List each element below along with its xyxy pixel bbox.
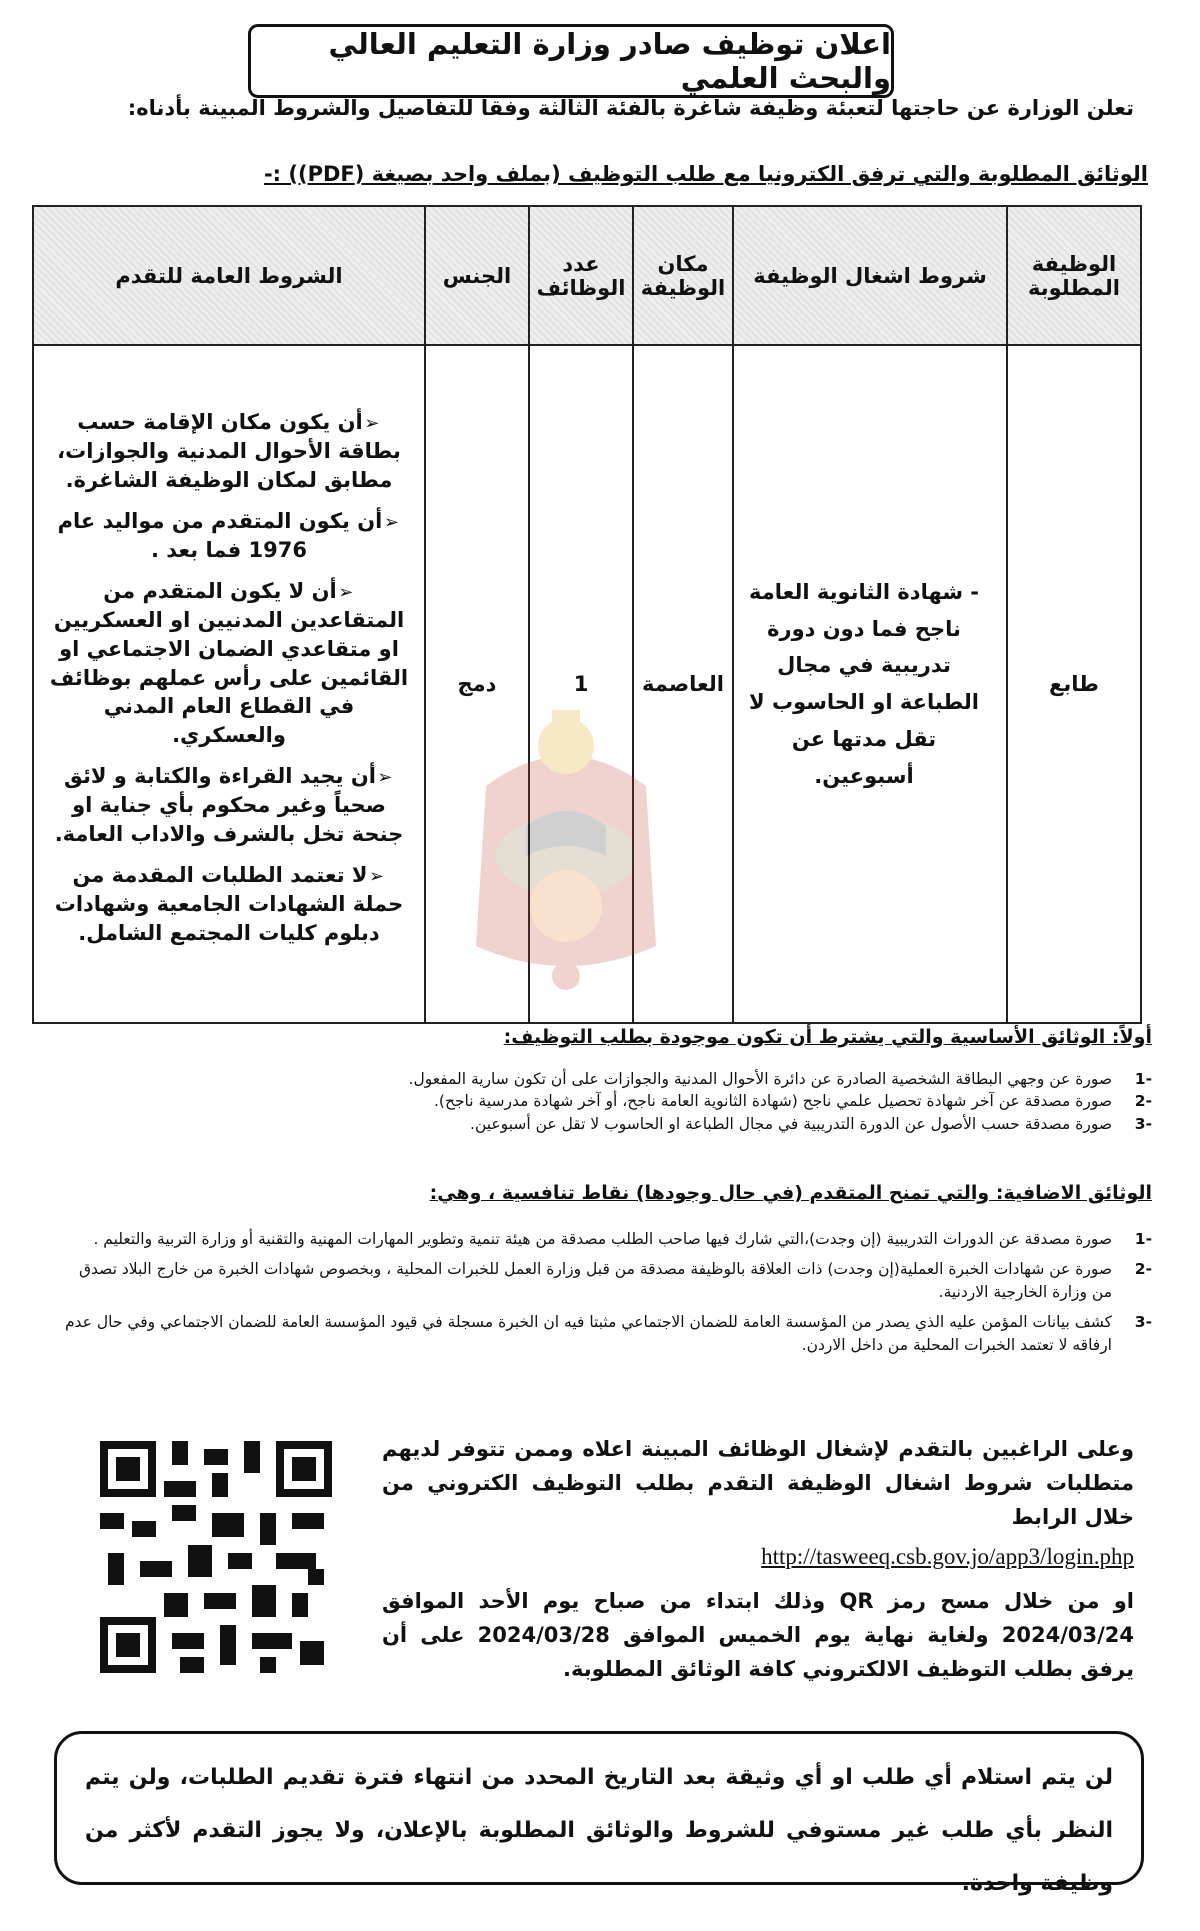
closing-notice: لن يتم استلام أي طلب او أي وثيقة بعد التاريخ المحدد من انتهاء فترة تقديم الطلبات، ولن يتم النظر بأي طلب غير مستوفي للشروط والوثائق المطلوبة بالإعلان، ولا يجوز التقدم لأكثر من وظيفة واحدة. [54, 1731, 1144, 1885]
apply-dates: او من خلال مسح رمز QR وذلك ابتداء من صباح يوم الأحد الموافق 2024/03/24 ولغاية نهاية يوم الخميس الموافق 2024/03/28 على أن يرفق بطلب التوظيف الالكتروني كافة الوثائق المطلوبة. [382, 1589, 1134, 1682]
header-conditions: شروط اشغال الوظيفة [733, 206, 1007, 345]
general-condition-item: ➢أن لا يكون المتقدم من المتقاعدين المدنيين او العسكريين او متقاعدي الضمان الاجتماعي او القائمين على رأس عملهم بوظائف في القطاع العام المدني والعسكري. [49, 578, 409, 748]
header-location: مكان الوظيفة [633, 206, 733, 345]
list-item: -1 صورة مصدقة عن الدورات التدريبية (إن وجدت)،التي شارك فيها صاحب الطلب مصدقة من هيئة تنمية وتطوير المهارات المهنية والتقنية أو وزارة التربية والتعليم . [93, 1230, 1152, 1248]
announcement-title: اعلان توظيف صادر وزارة التعليم العالي والبحث العلمي [248, 24, 894, 98]
list-item: -3 صورة مصدقة حسب الأصول عن الدورة التدريبية في مجال الطباعة او الحاسوب لا تقل عن أسبوعين. [470, 1114, 1152, 1133]
general-condition-item: ➢أن يكون مكان الإقامة حسب بطاقة الأحوال المدنية والجوازات، مطابق لمكان الوظيفة الشاغرة. [57, 409, 401, 492]
basic-docs-heading: أولاً: الوثائق الأساسية والتي يشترط أن تكون موجودة بطلب التوظيف: [503, 1026, 1152, 1048]
intro-text: تعلن الوزارة عن حاجتها لتعبئة وظيفة شاغرة بالفئة الثالثة وفقا للتفاصيل والشروط المبينة بأدناه: [127, 96, 1134, 120]
apply-link[interactable]: http://tasweeq.csb.gov.jo/app3/login.php [761, 1544, 1134, 1569]
list-item: -3 كشف بيانات المؤمن عليه الذي يصدر من المؤسسة العامة للضمان الاجتماعي مثبتا فيه ان الخبرة مسجلة في قيود المؤسسة العامة للضمان الاجتماعي وفي حال عدم ارفاقه لا تعتمد الخبرات المحلية من داخل الاردن. [64, 1313, 1152, 1354]
cell-conditions: - شهادة الثانوية العامة ناجح فما دون دورة تدريبية في مجال الطباعة او الحاسوب لا تقل مدتها عن أسبوعين. [733, 345, 1007, 1023]
required-docs-heading: الوثائق المطلوبة والتي ترفق الكترونيا مع طلب التوظيف (بملف واحد بصيغة (PDF)) :- [263, 162, 1148, 186]
cell-gender: دمج [425, 345, 529, 1023]
extra-docs-list [60, 1228, 1152, 1356]
general-condition-item: ➢أن يجيد القراءة والكتابة و لائق صحياً وغير محكوم بأي جناية او جنحة تخل بالشرف والاداب العامة. [54, 764, 404, 847]
list-item: -1 صورة عن وجهي البطاقة الشخصية الصادرة عن دائرة الأحوال المدنية والجوازات على أن تكون سارية المفعول. [408, 1070, 1152, 1088]
extra-docs-heading: الوثائق الاضافية: والتي تمنح المتقدم (في حال وجودها) نقاط تنافسية ، وهي: [429, 1182, 1152, 1204]
cell-location: العاصمة [633, 345, 733, 1023]
check-arrow-icon: ➢ [338, 581, 354, 603]
general-condition-item: ➢لا تعتمد الطلبات المقدمة من حملة الشهادات الجامعية وشهادات دبلوم كليات المجتمع الشامل. [54, 863, 404, 946]
table-header-row [33, 206, 1141, 345]
header-gender: الجنس [425, 206, 529, 345]
cell-job: طابع [1007, 345, 1141, 1023]
check-arrow-icon: ➢ [369, 866, 385, 888]
header-job: الوظيفة المطلوبة [1007, 206, 1141, 345]
basic-docs-list [60, 1068, 1152, 1135]
header-count: عدد الوظائف [529, 206, 633, 345]
check-arrow-icon: ➢ [364, 412, 380, 434]
table-row [33, 345, 1141, 1023]
cell-count: 1 [529, 345, 633, 1023]
header-general-conditions: الشروط العامة للتقدم [33, 206, 425, 345]
cell-general-conditions [33, 345, 425, 1023]
general-condition-item: ➢أن يكون المتقدم من مواليد عام 1976 فما بعد . [57, 508, 399, 562]
list-item: -2 صورة عن شهادات الخبرة العملية(إن وجدت) ذات العلاقة بالوظيفة مصدقة من قبل وزارة العمل للخبرات المحلية ، وبخصوص شهادات الخبرة من خارج البلاد تصدق من وزارة الخارجية الاردنية. [79, 1260, 1152, 1301]
qr-code-icon[interactable] [100, 1435, 332, 1679]
jobs-table [32, 205, 1142, 1024]
apply-instructions: وعلى الراغبين بالتقدم لإشغال الوظائف المبينة اعلاه وممن تتوفر لديهم متطلبات شروط اشغال الوظيفة التقدم بطلب التوظيف الكتروني من خلال الرابط [382, 1437, 1134, 1530]
check-arrow-icon: ➢ [383, 511, 399, 533]
list-item: -2 صورة مصدقة عن آخر شهادة تحصيل علمي ناجح (شهادة الثانوية العامة ناجح، أو آخر شهادة مدرسية ناجح). [433, 1092, 1152, 1111]
check-arrow-icon: ➢ [377, 767, 393, 789]
